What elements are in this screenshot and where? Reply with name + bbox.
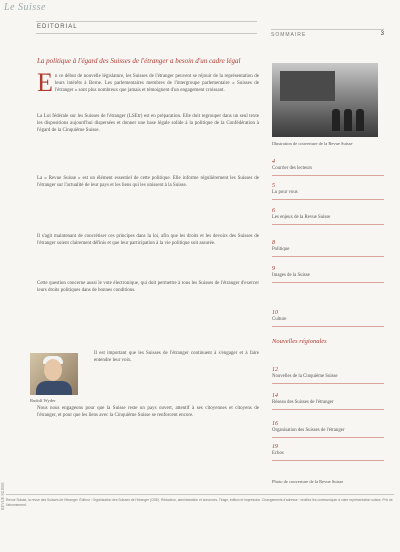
article-paragraph-1 (37, 68, 259, 97)
page-number: 3 (380, 31, 384, 37)
toc-item[interactable]: 14 Réseau des Suisses de l'étranger (272, 393, 384, 410)
footer-imprint: Revue Suisse, la revue des Suisses de l'étranger. Éditeur : Organisation des Suisses de l'étranger (OSE). Rédaction, administration et annonces. Tirage, édition et impression. Changements d'adresse : veuillez les communiquer à votre représentation suisse. Prix de l'abonnement. (6, 494, 394, 508)
masthead: Le Suisse (4, 2, 46, 13)
toc-item[interactable]: 16 Organisation des Suisses de l'étranger (272, 421, 384, 438)
special-section: Nouvelles régionales (272, 338, 327, 345)
toc-item[interactable]: 12 Nouvelles de la Cinquième Suisse (272, 367, 384, 384)
toc-item[interactable]: 10 Culture (272, 310, 384, 327)
dropcap: E (37, 68, 53, 97)
author-photo (30, 353, 78, 395)
photo-caption: Illustration de couverture de la Revue Suisse (272, 141, 353, 146)
article-text-1: n ce début de nouvelle législature, les Suisses de l'étranger peuvent se réjouir de la représentation de leurs intérêts à Berne. Les parlementaires membres de l'intergroupe parlementaire « Suisses de l'étranger » sont plus nombreux que jamais et témoignent d'un engagement croissant. (54, 74, 259, 94)
article-paragraph-7: Nous nous engageons pour que la Suisse reste un pays ouvert, attentif à ses citoyennes et citoyens de l'étranger, et pour que les liens avec la Cinquième Suisse se renforcent encore. (37, 406, 259, 419)
cover-caption: Photo de couverture de la Revue Suisse (272, 479, 344, 484)
article-paragraph-5: Cette question concerne aussi le vote électronique, qui doit permettre à tous les Suisses de l'étranger d'exercer leurs droits politiques dans de bonnes conditions. (37, 281, 259, 294)
article-paragraph-4: Il s'agit maintenant de concrétiser ces principes dans la loi, afin que les droits et les devoirs des Suisses de l'étranger soient clairement définis et que leur participation à la vie politique soit assurée. (37, 234, 259, 247)
toc-item[interactable]: 19 Echos (272, 444, 384, 461)
toc-item[interactable]: 9 Images de la Suisse (272, 266, 384, 283)
toc-item[interactable]: 5 Lu pour vous (272, 183, 384, 200)
editorial-label: EDITORIAL (37, 24, 78, 30)
editorial-header (36, 21, 257, 34)
sideways-label: REVUE SUISSE (0, 482, 5, 510)
toc-item[interactable]: 6 Les enjeux de la Revue Suisse (272, 208, 384, 225)
toc-item[interactable]: 8 Politique (272, 240, 384, 257)
author-name: Rudolf Wyder (30, 398, 56, 403)
article-paragraph-2: La Loi fédérale sur les Suisses de l'étranger (LSEtr) est en préparation. Elle doit regrouper dans un seul texte les dispositions aujourd'hui dispersées et donner une base légale solide à la politique de la Confédération à l'égard de la Cinquième Suisse. (37, 114, 259, 134)
article-paragraph-6: Il est important que les Suisses de l'étranger continuent à s'engager et à faire entendre leur voix. (94, 351, 259, 364)
article-title: La politique à l'égard des Suisses de l'étranger a besoin d'un cadre légal (37, 57, 241, 65)
cover-photo (272, 63, 378, 137)
article-paragraph-3: La « Revue Suisse » est un élément essentiel de cette politique. Elle informe régulièrement les Suisses de l'étranger sur l'actualité de leur pays et les liens qui les unissent à la Suisse. (37, 176, 259, 189)
sommaire-header (271, 29, 384, 40)
toc-item[interactable]: 4 Courrier des lecteurs (272, 159, 384, 176)
sommaire-label: SOMMAIRE (271, 32, 307, 38)
